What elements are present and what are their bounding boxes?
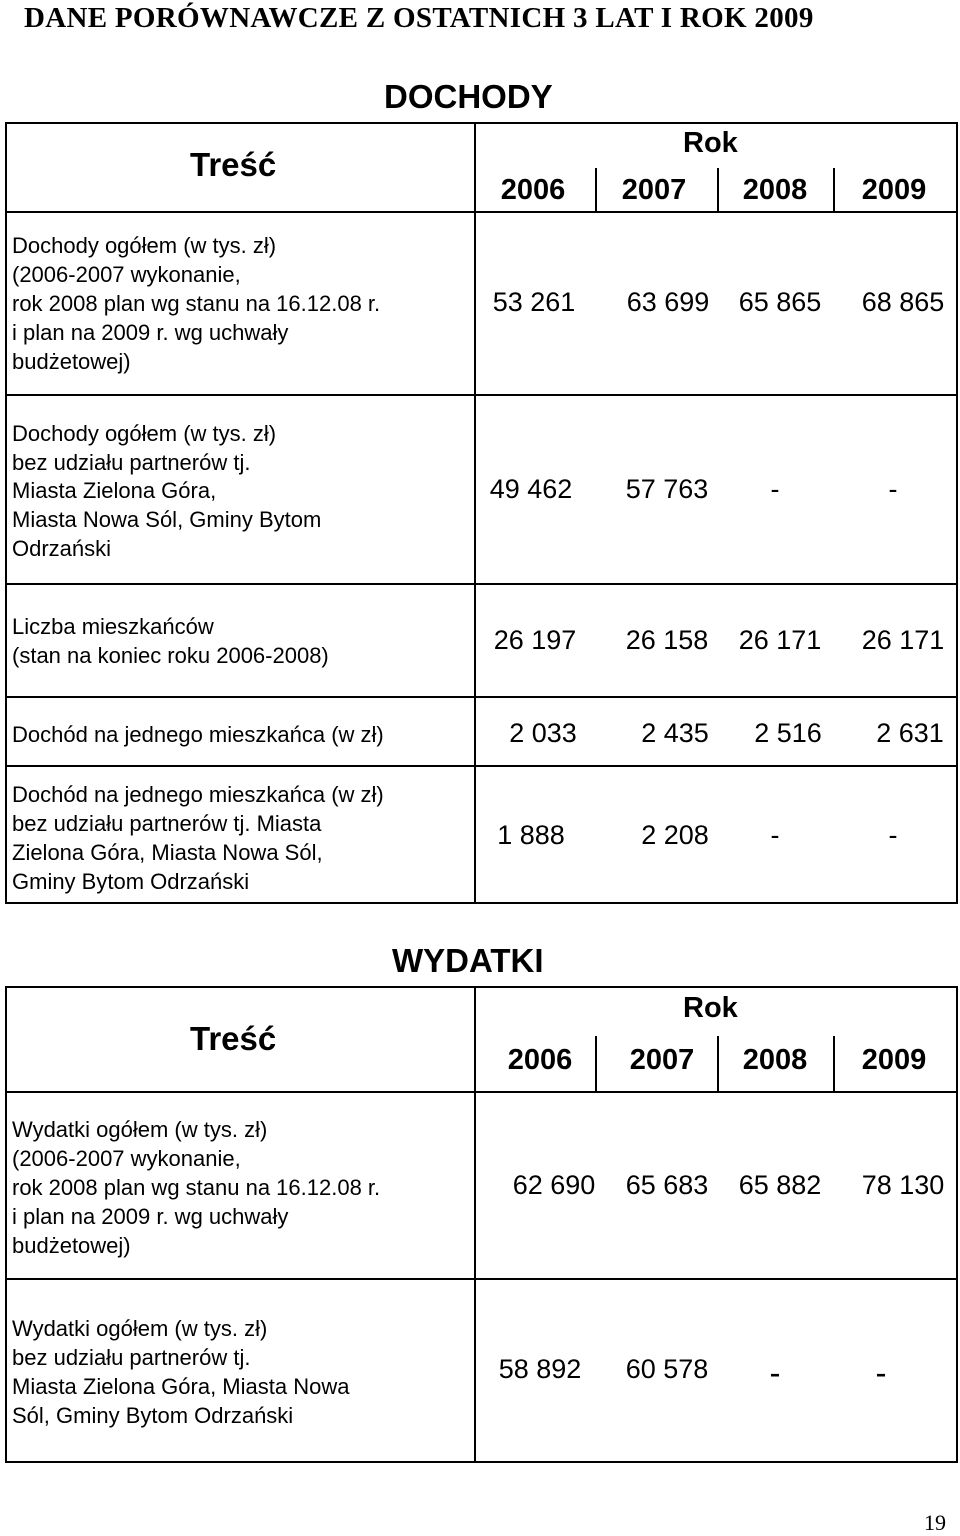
row-label-line: Liczba mieszkańców xyxy=(12,614,214,639)
row-label-line: rok 2008 plan wg stanu na 16.12.08 r. xyxy=(12,291,381,316)
value-cell: 1 888 xyxy=(497,820,565,850)
value-cell: 58 892 xyxy=(498,1354,582,1384)
value-cell: 57 763 xyxy=(625,474,709,504)
expenses-year-2009: 2009 xyxy=(861,1044,927,1076)
expenses-year-2008: 2008 xyxy=(742,1044,808,1076)
row-label-line: rok 2008 plan wg stanu na 16.12.08 r. xyxy=(12,1175,381,1200)
row-label-line: Odrzański xyxy=(12,536,112,561)
value-cell: - xyxy=(770,820,780,850)
expenses-year-2007: 2007 xyxy=(629,1044,695,1076)
page-title: DANE PORÓWNAWCZE Z OSTATNICH 3 LAT I ROK 2009 xyxy=(24,2,814,34)
row-label-line: Dochody ogółem (w tys. zł) xyxy=(12,233,277,258)
value-cell: 78 130 xyxy=(861,1170,945,1200)
value-cell: 65 865 xyxy=(738,287,822,317)
value-cell: 49 462 xyxy=(489,474,573,504)
row-label-line: Zielona Góra, Miasta Nowa Sól, xyxy=(12,840,323,865)
value-cell: 2 208 xyxy=(641,820,709,850)
value-cell: 65 882 xyxy=(738,1170,822,1200)
row-label-line: Dochód na jednego mieszkańca (w zł) xyxy=(12,722,384,747)
income-section-title: DOCHODY xyxy=(384,78,553,115)
expenses-header-tresc: Treść xyxy=(190,1020,277,1057)
row-label-line: (2006-2007 wykonanie, xyxy=(12,1146,241,1171)
expenses-year-2006: 2006 xyxy=(507,1044,573,1076)
row-label-line: budżetowej) xyxy=(12,1233,131,1258)
income-year-2009: 2009 xyxy=(861,174,927,206)
row-label-line: Miasta Zielona Góra, Miasta Nowa xyxy=(12,1374,350,1399)
page-number: 19 xyxy=(924,1510,946,1535)
row-label-line: i plan na 2009 r. wg uchwały xyxy=(12,1204,289,1229)
value-cell: 53 261 xyxy=(492,287,576,317)
value-cell: 26 171 xyxy=(861,625,945,655)
value-cell: 2 631 xyxy=(876,718,944,748)
value-cell: 2 435 xyxy=(641,718,709,748)
income-year-2007: 2007 xyxy=(621,174,687,206)
row-label-line: Wydatki ogółem (w tys. zł) xyxy=(12,1316,268,1341)
row-label-line: i plan na 2009 r. wg uchwały xyxy=(12,320,289,345)
row-label-line: Dochód na jednego mieszkańca (w zł) xyxy=(12,782,384,807)
value-cell: 26 171 xyxy=(738,625,822,655)
row-label-line: (2006-2007 wykonanie, xyxy=(12,262,241,287)
expenses-header-rok: Rok xyxy=(683,992,738,1024)
row-label-line: bez udziału partnerów tj. Miasta xyxy=(12,811,322,836)
value-cell: 62 690 xyxy=(512,1170,596,1200)
row-label-line: Wydatki ogółem (w tys. zł) xyxy=(12,1117,268,1142)
value-cell: 60 578 xyxy=(625,1354,709,1384)
row-label-line: Gminy Bytom Odrzański xyxy=(12,869,250,894)
value-cell: 26 197 xyxy=(493,625,577,655)
value-cell: 2 516 xyxy=(754,718,822,748)
value-cell: 26 158 xyxy=(625,625,709,655)
value-cell: - xyxy=(888,820,898,850)
row-label-line: bez udziału partnerów tj. xyxy=(12,1345,251,1370)
value-cell: 65 683 xyxy=(625,1170,709,1200)
row-label-line: Dochody ogółem (w tys. zł) xyxy=(12,421,277,446)
value-cell: 63 699 xyxy=(626,287,710,317)
income-header-rok: Rok xyxy=(683,127,738,159)
value-cell: 2 033 xyxy=(509,718,577,748)
value-cell: - xyxy=(770,474,780,504)
row-label-line: bez udziału partnerów tj. xyxy=(12,450,251,475)
income-year-2006: 2006 xyxy=(500,174,566,206)
value-cell: - xyxy=(888,474,898,504)
expenses-section-title: WYDATKI xyxy=(392,942,544,979)
value-cell: 68 865 xyxy=(861,287,945,317)
value-cell: - xyxy=(769,1354,781,1391)
row-label-line: Sól, Gminy Bytom Odrzański xyxy=(12,1403,294,1428)
income-header-tresc: Treść xyxy=(190,146,277,183)
row-label-line: (stan na koniec roku 2006-2008) xyxy=(12,643,329,668)
income-year-2008: 2008 xyxy=(742,174,808,206)
row-label-line: Miasta Nowa Sól, Gminy Bytom xyxy=(12,507,322,532)
row-label-line: Miasta Zielona Góra, xyxy=(12,478,217,503)
row-label-line: budżetowej) xyxy=(12,349,131,374)
value-cell: - xyxy=(875,1354,887,1391)
